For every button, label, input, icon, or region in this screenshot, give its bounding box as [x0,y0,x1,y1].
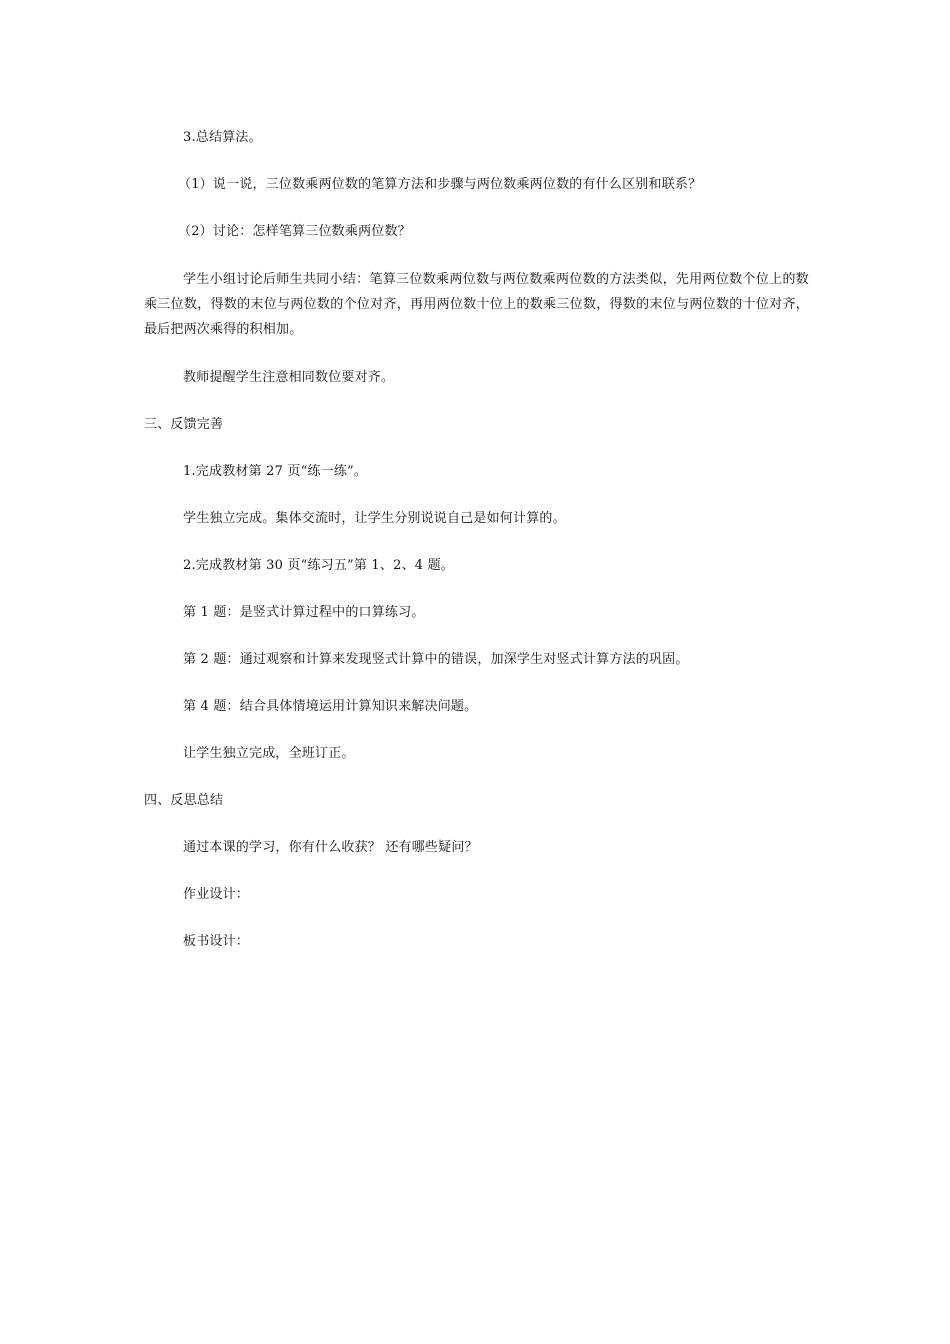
reflection-question: 通过本课的学习，你有什么收获？ 还有哪些疑问？ [183,840,478,855]
exercise-1: 第 1 题：是竖式计算过程中的口算练习。 [183,605,425,620]
question-2: （2）讨论：怎样笔算三位数乘两位数？ [178,224,411,239]
section-4-title: 四、反思总结 [144,793,224,808]
step3-title: 3.总结算法。 [183,130,262,145]
teacher-reminder: 教师提醒学生注意相同数位要对齐。 [183,370,395,385]
task-2: 2.完成教材第 30 页“练习五”第 1、2、4 题。 [183,558,454,573]
task-1-description: 学生独立完成。集体交流时，让学生分别说说自己是如何计算的。 [183,511,566,526]
task-2-description: 让学生独立完成，全班订正。 [183,746,355,761]
question-1: （1）说一说，三位数乘两位数的笔算方法和步骤与两位数乘两位数的有什么区别和联系？ [178,177,702,192]
homework-design: 作业设计： [183,887,250,902]
summary-paragraph: 学生小组讨论后师生共同小结：笔算三位数乘两位数与两位数乘两位数的方法类似，先用两位数个位上的数乘三位数，得数的末位与两位数的个位对齐，再用两位数十位上的数乘三位数，得数的末位与两位数的十位对齐，最后把两次乘得的积相加。 [144,272,809,337]
section-3-title: 三、反馈完善 [144,417,224,432]
exercise-2: 第 2 题：通过观察和计算来发现竖式计算中的错误，加深学生对竖式计算方法的巩固。 [183,652,689,667]
board-design: 板书设计： [183,934,250,949]
task-1: 1.完成教材第 27 页“练一练”。 [183,464,368,479]
exercise-4: 第 4 题：结合具体情境运用计算知识来解决问题。 [183,699,478,714]
